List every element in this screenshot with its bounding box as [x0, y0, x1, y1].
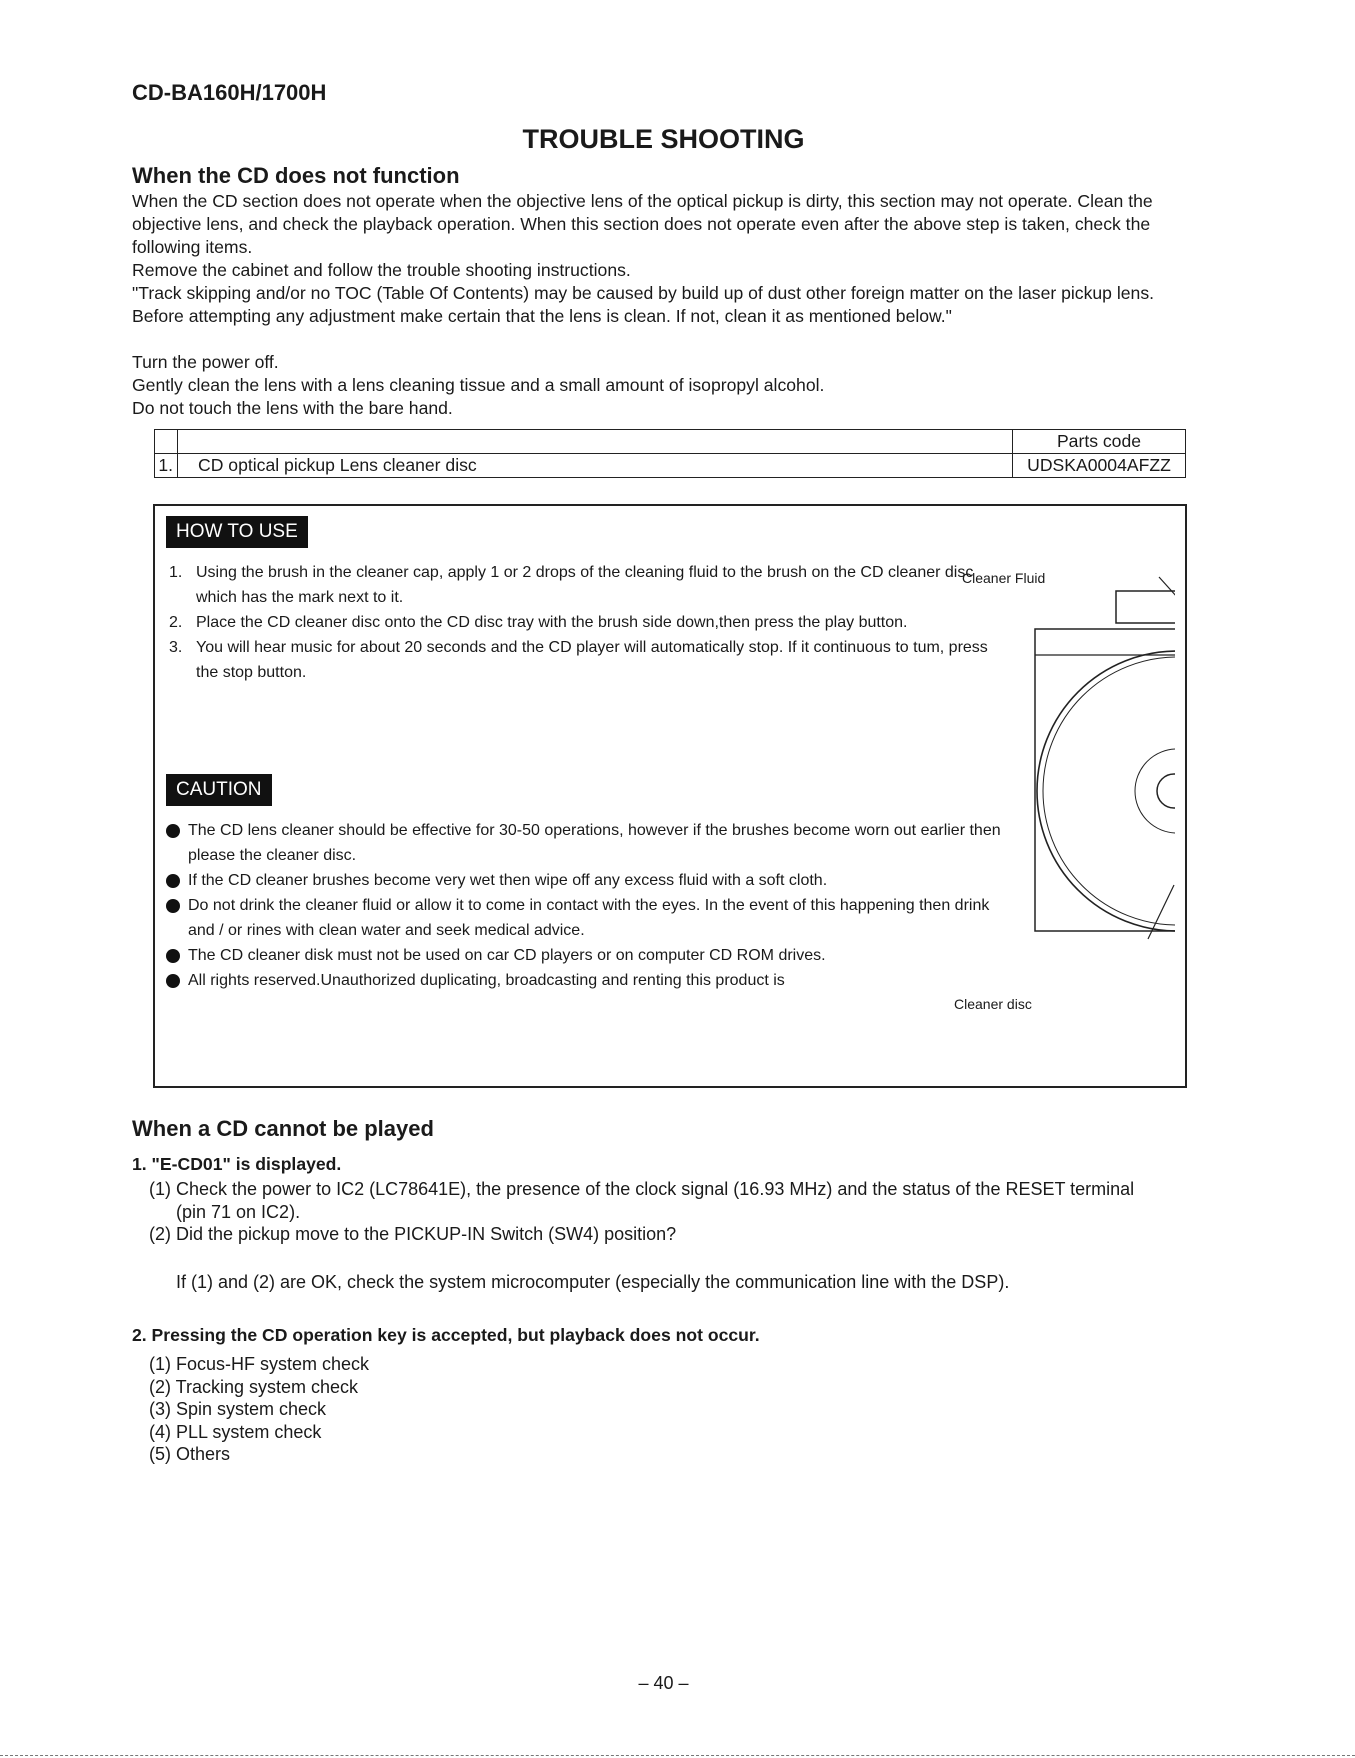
parts-code-header: Parts code — [1013, 430, 1186, 454]
disc-hub — [1135, 749, 1175, 833]
list-item: (2) Tracking system check — [149, 1376, 359, 1397]
list-item: 3. You will hear music for about 20 seconds and the CD player will automatically stop. If it continuous to tum, press the stop button. — [169, 639, 988, 681]
list-item: All rights reserved.Unauthorized duplicating, broadcasting and renting this product is — [166, 968, 1009, 993]
list-item: The CD cleaner disk must not be used on car CD players or on computer CD ROM drives. — [166, 943, 1009, 968]
page-bottom-rule — [0, 1755, 1355, 1756]
page-title: TROUBLE SHOOTING — [522, 124, 805, 154]
parts-table-header — [155, 430, 1186, 454]
page-number: – 40 – — [638, 1673, 689, 1693]
intro-paragraph: When the CD section does not operate when the objective lens of the optical pickup is dirty, this section may not operate. Clean the objective lens, and check the playback operation. When this section does not operate even after the above step is taken, check the following items. — [132, 191, 1153, 257]
bullet-icon — [166, 874, 180, 888]
list-item: Do not drink the cleaner fluid or allow it to come in contact with the eyes. In the event of this happening then drink and / or rines with clean water and seek medical advice. — [166, 893, 1009, 943]
parts-table — [154, 429, 1186, 478]
intro-paragraph: Remove the cabinet and follow the trouble shooting instructions. — [132, 260, 631, 280]
section-heading-cd-not-function: When the CD does not function — [132, 163, 460, 188]
row-number: 1. — [155, 454, 178, 478]
table-row — [155, 454, 1186, 478]
e-cd01-note: If (1) and (2) are OK, check the system microcomputer (especially the communication line with the DSP). — [176, 1272, 1010, 1292]
model-number: CD-BA160H/1700H — [132, 80, 327, 105]
cleaner-fluid-bottle — [1116, 591, 1175, 623]
section-heading-cd-cannot-play: When a CD cannot be played — [132, 1116, 434, 1141]
instruction-line: Turn the power off. — [132, 352, 279, 372]
cleaner-instructions-box — [153, 504, 1187, 1088]
caution-label: CAUTION — [166, 774, 272, 806]
list-item: The CD lens cleaner should be effective for 30-50 operations, however if the brushes become worn out earlier then please the cleaner disc. — [166, 818, 1009, 868]
cleaner-disc-outer — [1037, 651, 1175, 931]
check-item-continued: (pin 71 on IC2). — [176, 1201, 301, 1222]
subheading-e-cd01: 1. "E-CD01" is displayed. — [132, 1154, 342, 1174]
part-name: CD optical pickup Lens cleaner disc — [178, 454, 1013, 478]
fluid-leader-line — [1159, 577, 1175, 607]
disc-center-hole — [1157, 774, 1175, 808]
playback-check-list — [149, 1353, 369, 1466]
cleaner-fluid-label: Cleaner Fluid — [962, 570, 1046, 586]
list-item: (1) Focus-HF system check — [149, 1354, 370, 1374]
bullet-icon — [166, 949, 180, 963]
bullet-icon — [166, 899, 180, 913]
disc-tray-outline — [1035, 629, 1175, 931]
e-cd01-checks — [149, 1178, 1209, 1246]
intro-paragraph: "Track skipping and/or no TOC (Table Of Contents) may be caused by build up of dust other foreign matter on the laser pickup lens. Before attempting any adjustment make certain that the lens is clean. If not, clean it as mentioned below." — [132, 283, 1155, 326]
part-code: UDSKA0004AFZZ — [1013, 454, 1186, 478]
bullet-icon — [166, 824, 180, 838]
bullet-icon — [166, 974, 180, 988]
list-item: (4) PLL system check — [149, 1421, 322, 1442]
list-item: 2. Place the CD cleaner disc onto the CD disc tray with the brush side down,then press the play button. — [169, 614, 908, 631]
subheading-playback: 2. Pressing the CD operation key is accepted, but playback does not occur. — [132, 1325, 760, 1345]
how-to-use-label: HOW TO USE — [166, 516, 308, 548]
cleaner-disc-diagram — [875, 556, 1175, 976]
cleaner-disc-label: Cleaner disc — [954, 996, 1032, 1012]
instruction-line: Do not touch the lens with the bare hand. — [132, 398, 453, 418]
instruction-line: Gently clean the lens with a lens cleaning tissue and a small amount of isopropyl alcohol. — [132, 375, 825, 395]
check-item: (2) Did the pickup move to the PICKUP-IN Switch (SW4) position? — [149, 1224, 677, 1244]
list-item: (3) Spin system check — [149, 1399, 327, 1419]
intro-text — [132, 190, 1202, 420]
cleaner-disc-inner — [1043, 657, 1175, 925]
list-item: 1. Using the brush in the cleaner cap, apply 1 or 2 drops of the cleaning fluid to the brush on the CD cleaner disc which has the mark next to it. — [169, 564, 974, 606]
list-item: (5) Others — [149, 1444, 231, 1464]
check-item: (1) Check the power to IC2 (LC78641E), the presence of the clock signal (16.93 MHz) and the status of the RESET terminal — [149, 1179, 1135, 1199]
list-item: If the CD cleaner brushes become very wet then wipe off any excess fluid with a soft cloth. — [166, 868, 1009, 893]
